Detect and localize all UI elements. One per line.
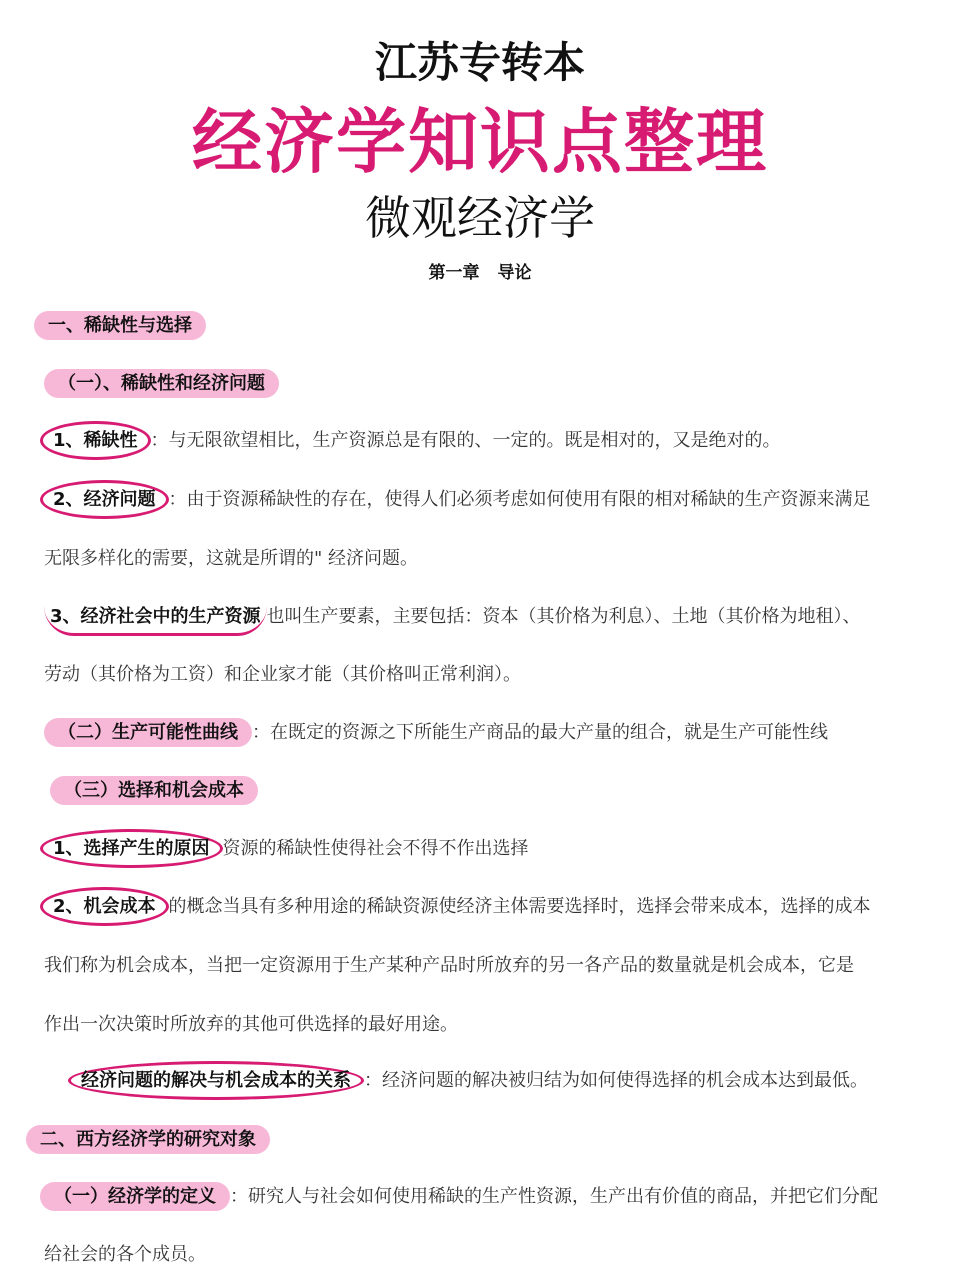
item-opportunity-cost-text2: 我们称为机会成本，当把一定资源用于生产某种产品时所放弃的另一各产品的数量就是机会成本，它是 xyxy=(44,955,854,976)
section-2-label: 二、西方经济学的研究对象 xyxy=(26,1125,270,1154)
item-economic-problem-label: 2、经济问题 xyxy=(40,480,169,519)
item-opportunity-cost-cont2 xyxy=(44,1012,458,1038)
item-production-resources-label: 3、经济社会中的生产资源 xyxy=(44,606,267,636)
item-choice-reason xyxy=(40,836,529,862)
section-2-1-text2: 给社会的各个成员。 xyxy=(44,1244,206,1265)
item-production-resources-cont xyxy=(44,662,521,688)
item-relationship-label: 经济问题的解决与机会成本的关系 xyxy=(68,1061,364,1100)
item-economic-problem xyxy=(40,487,871,513)
item-production-resources-text1: 也叫生产要素，主要包括：资本（其价格为利息）、土地（其价格为地租）、 xyxy=(266,606,861,627)
section-1-2-label: （二）生产可能性曲线 xyxy=(44,718,252,747)
item-relationship xyxy=(68,1068,868,1094)
section-2-heading xyxy=(26,1127,270,1153)
item-opportunity-cost-text3: 作出一次决策时所放弃的其他可供选择的最好用途。 xyxy=(44,1014,458,1035)
section-1-1-heading xyxy=(44,371,279,397)
item-choice-reason-label: 1、选择产生的原因 xyxy=(40,829,223,868)
section-1-1-label: （一）、稀缺性和经济问题 xyxy=(44,369,279,398)
section-1-3-label: （三）选择和机会成本 xyxy=(50,776,258,805)
item-choice-reason-text: 资源的稀缺性使得社会不得不作出选择 xyxy=(222,838,529,859)
item-opportunity-cost-cont1 xyxy=(44,953,854,979)
section-2-1-label: （一）经济学的定义 xyxy=(40,1182,230,1211)
section-1-3-heading xyxy=(50,778,258,804)
section-2-1-cont xyxy=(44,1242,206,1268)
item-economic-problem-cont xyxy=(44,546,418,572)
item-scarcity-text: ：与无限欲望相比，生产资源总是有限的、一定的。既是相对的，又是绝对的。 xyxy=(150,430,781,451)
item-opportunity-cost xyxy=(40,894,871,920)
item-scarcity xyxy=(40,428,781,454)
chapter-title: 第一章 导论 xyxy=(428,263,532,283)
item-relationship-text: ：经济问题的解决被归结为如何使得选择的机会成本达到最低。 xyxy=(364,1070,868,1091)
subtitle: 微观经济学 xyxy=(365,191,595,245)
item-economic-problem-text1: ：由于资源稀缺性的存在，使得人们必须考虑如何使用有限的相对稀缺的生产资源来满足 xyxy=(168,489,871,510)
section-2-1-text1: ：研究人与社会如何使用稀缺的生产性资源，生产出有价值的商品，并把它们分配 xyxy=(230,1186,878,1207)
section-1-heading xyxy=(34,313,206,339)
section-1-2-text: ：在既定的资源之下所能生产商品的最大产量的组合，就是生产可能性线 xyxy=(252,722,828,743)
item-scarcity-label: 1、稀缺性 xyxy=(40,421,151,460)
item-opportunity-cost-text1: 的概念当具有多种用途的稀缺资源使经济主体需要选择时，选择会带来成本，选择的成本 xyxy=(168,896,871,917)
section-2-1-heading xyxy=(40,1184,878,1210)
item-economic-problem-text2: 无限多样化的需要，这就是所谓的" 经济问题。 xyxy=(44,548,418,569)
section-1-2-heading xyxy=(44,720,828,746)
page-title: 经济学知识点整理 xyxy=(192,101,768,183)
item-production-resources xyxy=(44,604,861,630)
section-1-label: 一、稀缺性与选择 xyxy=(34,311,206,340)
item-production-resources-text2: 劳动（其价格为工资）和企业家才能（其价格叫正常利润）。 xyxy=(44,664,521,685)
item-opportunity-cost-label: 2、机会成本 xyxy=(40,887,169,926)
header-line1: 江苏专转本 xyxy=(374,38,585,87)
